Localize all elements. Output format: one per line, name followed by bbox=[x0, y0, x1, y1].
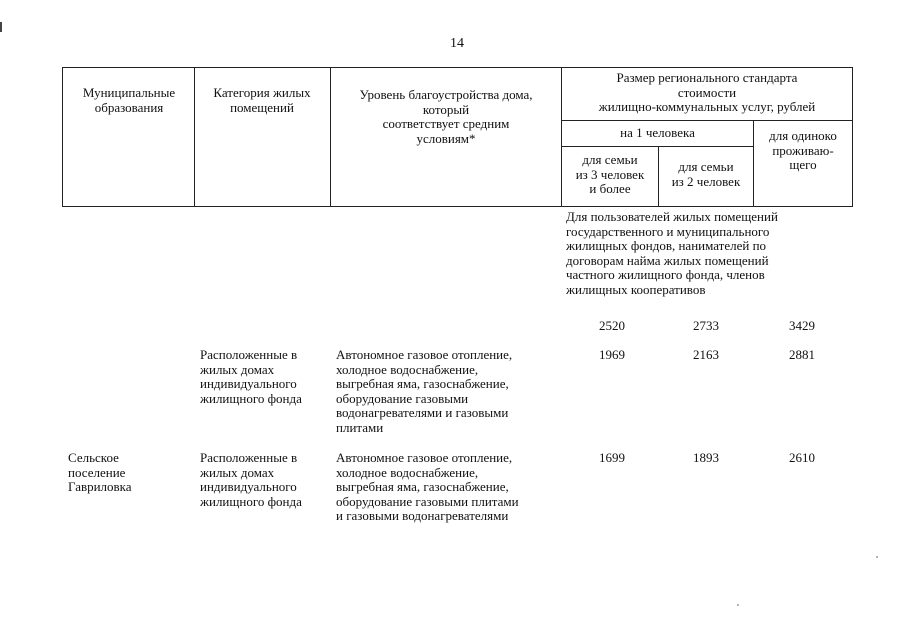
row-level-line: оборудование газовыми плитами bbox=[336, 493, 519, 509]
row-category-line: жилищного фонда bbox=[200, 390, 302, 406]
header-single-line: для одиноко bbox=[769, 128, 837, 143]
row-family3: 1969 bbox=[599, 347, 625, 362]
row-category-line: индивидуального bbox=[200, 479, 297, 494]
section-note-line: Для пользователей жилых помещений bbox=[566, 209, 778, 224]
row-municipality-line: поселение bbox=[68, 464, 126, 480]
row-level bbox=[336, 348, 561, 435]
total-single: 3429 bbox=[789, 318, 815, 333]
row-level-line: выгребная яма, газоснабжение, bbox=[336, 376, 509, 391]
table-border-right bbox=[852, 67, 853, 207]
header-municipality: Муниципальные образования bbox=[82, 85, 176, 115]
header-standard-line: жилищно-коммунальных услуг, рублей bbox=[598, 99, 816, 114]
section-note-line: договорам найма жилых помещений bbox=[566, 252, 769, 268]
header-level-line: условиям* bbox=[416, 130, 476, 146]
row-level-line: холодное водоснабжение, bbox=[336, 464, 479, 480]
row-level-line: Автономное газовое отопление, bbox=[336, 347, 513, 362]
row-family2: 1893 bbox=[693, 450, 719, 465]
header-category: Категория жилых помещений bbox=[213, 85, 311, 115]
row-municipality-line: Гавриловка bbox=[68, 479, 132, 494]
row-category-line: индивидуального bbox=[200, 376, 297, 391]
header-level bbox=[334, 88, 558, 146]
header-family2 bbox=[659, 160, 753, 189]
table-divider-col2 bbox=[194, 67, 195, 207]
header-family3 bbox=[563, 153, 657, 197]
row-level-line: выгребная яма, газоснабжение, bbox=[336, 479, 509, 494]
row-level-line: холодное водоснабжение, bbox=[336, 361, 479, 377]
header-per-person: на 1 человека bbox=[620, 125, 695, 140]
header-single bbox=[755, 129, 851, 173]
row-category-line: Расположенные в bbox=[200, 347, 298, 362]
row-category bbox=[200, 451, 330, 509]
header-family3-line: и более bbox=[589, 181, 631, 196]
scan-speck bbox=[737, 604, 739, 606]
header-level-line: Уровень благоустройства дома, bbox=[359, 87, 533, 102]
table-divider-group bbox=[561, 120, 852, 121]
header-family3-line: для семьи bbox=[582, 152, 638, 167]
header-standard-size bbox=[562, 71, 852, 115]
table-divider-single bbox=[753, 120, 754, 207]
row-single: 2881 bbox=[789, 347, 815, 362]
header-family2-line: из 2 человек bbox=[671, 173, 741, 189]
row-category bbox=[200, 348, 330, 406]
row-category-line: жилых домах bbox=[200, 361, 275, 377]
header-family3-line: из 3 человек bbox=[575, 166, 645, 182]
section-note-line: жилищных фондов, нанимателей по bbox=[566, 238, 767, 253]
row-municipality-line: Сельское bbox=[68, 450, 119, 465]
section-note-line: жилищных кооперативов bbox=[566, 281, 706, 297]
header-standard-line: стоимости bbox=[677, 84, 737, 100]
row-single: 2610 bbox=[789, 450, 815, 465]
row-municipality bbox=[68, 451, 192, 495]
row-category-line: жилищного фонда bbox=[200, 493, 302, 509]
header-single-line: проживаю- bbox=[772, 142, 834, 158]
total-family2: 2733 bbox=[693, 318, 719, 333]
table-border-header-bottom bbox=[62, 206, 852, 207]
header-single-line: щего bbox=[789, 157, 817, 172]
row-level-line: водонагревателями и газовыми bbox=[336, 405, 509, 420]
header-standard-line: Размер регионального стандарта bbox=[616, 70, 798, 85]
row-category-line: жилых домах bbox=[200, 464, 275, 480]
row-level-line: и газовыми водонагревателями bbox=[336, 508, 509, 523]
row-level-line: плитами bbox=[336, 419, 384, 435]
scan-edge-mark bbox=[0, 22, 2, 32]
table-divider-col3 bbox=[330, 67, 331, 207]
row-level bbox=[336, 451, 561, 524]
header-level-line: соответствует средним bbox=[382, 116, 510, 131]
row-family3: 1699 bbox=[599, 450, 625, 465]
row-level-line: Автономное газовое отопление, bbox=[336, 450, 513, 465]
section-note-line: частного жилищного фонда, членов bbox=[566, 267, 765, 282]
row-family2: 2163 bbox=[693, 347, 719, 362]
table-border-top bbox=[62, 67, 852, 68]
scan-speck bbox=[876, 556, 878, 558]
row-category-line: Расположенные в bbox=[200, 450, 298, 465]
section-note bbox=[566, 210, 856, 297]
section-note-line: государственного и муниципального bbox=[566, 223, 770, 239]
header-family2-line: для семьи bbox=[678, 159, 734, 174]
page-number: 14 bbox=[450, 36, 464, 51]
row-level-line: оборудование газовыми bbox=[336, 390, 469, 406]
total-family3: 2520 bbox=[599, 318, 625, 333]
header-level-line: который bbox=[422, 101, 470, 117]
table-border-left bbox=[62, 67, 63, 207]
